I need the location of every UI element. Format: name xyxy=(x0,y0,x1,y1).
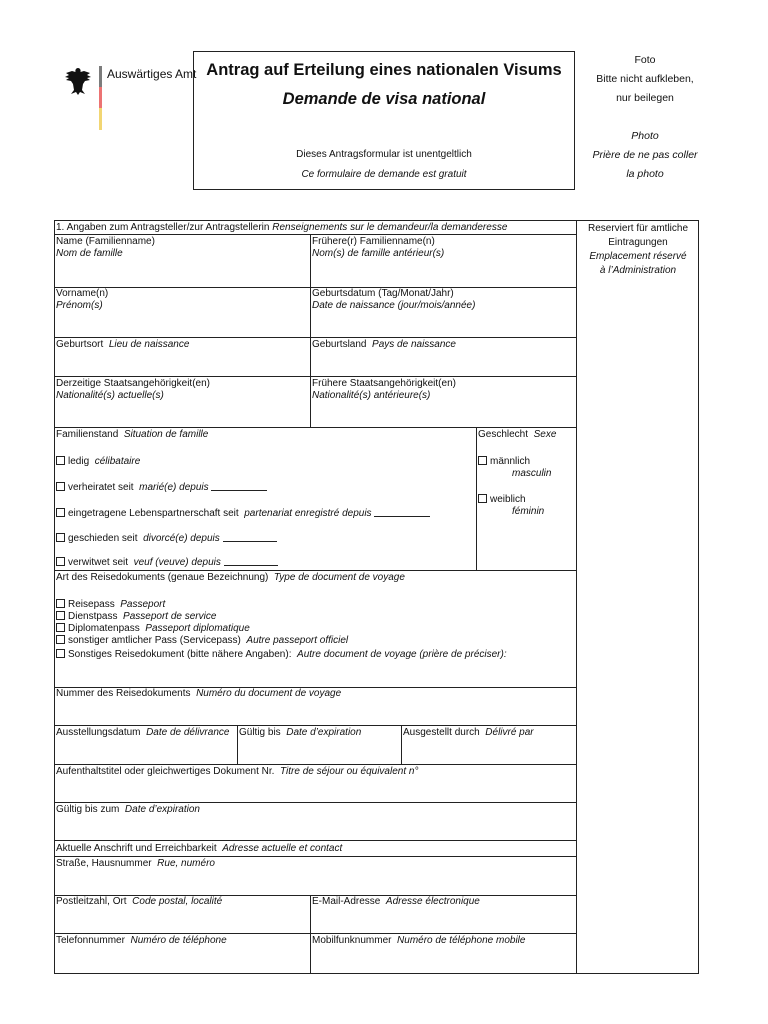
field-label-fr: Date d’expiration xyxy=(286,727,362,738)
field-label-fr: Date d’expiration xyxy=(124,804,200,815)
sex-heading xyxy=(478,429,556,441)
field-label-fr: Nationalité(s) antérieure(s) xyxy=(312,390,431,401)
field-label-fr: Délivré par xyxy=(485,727,534,738)
option-label-de: weiblich xyxy=(490,494,526,505)
option-label-fr: Passeport xyxy=(120,599,166,610)
option-label-de: geschieden seit xyxy=(68,533,138,544)
option-label-de: Dienstpass xyxy=(68,611,118,622)
field-label-de: Aufenthaltstitel oder gleichwertiges Dokument Nr. xyxy=(56,766,275,777)
field-label-de: Derzeitige Staatsangehörigkeit(en) xyxy=(56,378,210,389)
checkbox[interactable] xyxy=(56,508,65,517)
option-diplomatic-passport[interactable] xyxy=(56,623,250,635)
field-label-fr: Numéro de téléphone xyxy=(130,935,227,946)
field-label-fr: Nom de famille xyxy=(56,248,123,259)
field-postal-code[interactable] xyxy=(56,896,222,908)
row-divider xyxy=(54,856,576,857)
flag-stripe xyxy=(99,66,102,130)
field-country-of-birth[interactable] xyxy=(312,339,456,351)
option-other-document[interactable] xyxy=(56,649,507,661)
field-label-de: Postleitzahl, Ort xyxy=(56,896,127,907)
option-label-fr: Passeport diplomatique xyxy=(145,623,250,634)
section-heading xyxy=(56,222,507,234)
option-female[interactable] xyxy=(478,494,544,518)
address-heading xyxy=(56,843,342,855)
field-label-de: Nummer des Reisedokuments xyxy=(56,688,191,699)
free-note-fr: Ce formulaire de demande est gratuit xyxy=(301,169,467,180)
option-label-de: Diplomatenpass xyxy=(68,623,140,634)
option-single[interactable] xyxy=(56,456,140,468)
option-label-de: verheiratet seit xyxy=(68,482,134,493)
date-blank[interactable] xyxy=(374,507,430,517)
field-label-fr: Pays de naissance xyxy=(372,339,456,350)
field-label-fr: Adresse actuelle et contact xyxy=(222,843,343,854)
field-label-de: Geburtsort xyxy=(56,339,104,350)
row-divider xyxy=(54,764,576,765)
checkbox[interactable] xyxy=(56,482,65,491)
field-label-fr: Sexe xyxy=(533,429,557,440)
field-document-number[interactable] xyxy=(56,688,341,700)
field-label-de: Familienstand xyxy=(56,429,119,440)
option-married[interactable] xyxy=(56,481,267,494)
photo-text: Bitte nicht aufkleben, xyxy=(596,73,694,85)
photo-text: Prière de ne pas coller xyxy=(592,149,698,161)
field-label-fr: Numéro de téléphone mobile xyxy=(397,935,526,946)
date-blank[interactable] xyxy=(223,532,277,542)
field-label-fr: Rue, numéro xyxy=(157,858,215,869)
field-label-fr: Nom(s) de famille antérieur(s) xyxy=(312,248,445,259)
reserved-text: Reserviert für amtliche xyxy=(587,223,689,234)
field-valid-until[interactable] xyxy=(239,727,361,739)
option-official-passport[interactable] xyxy=(56,635,348,647)
travel-doc-type-heading xyxy=(56,572,405,584)
column-divider xyxy=(401,725,402,764)
row-divider xyxy=(54,570,576,571)
field-label-fr: Type de document de voyage xyxy=(273,572,405,583)
photo-text: Photo xyxy=(631,130,659,142)
field-label-de: Mobilfunknummer xyxy=(312,935,392,946)
title-box xyxy=(193,51,575,190)
field-date-of-birth[interactable] xyxy=(312,288,475,312)
option-passport[interactable] xyxy=(56,599,165,611)
eagle-emblem-icon xyxy=(64,66,92,96)
row-divider xyxy=(54,427,576,428)
option-label-de: männlich xyxy=(490,456,531,467)
option-label-de: sonstiger amtlicher Pass (Servicepass) xyxy=(68,635,241,646)
row-divider xyxy=(54,337,576,338)
field-label-fr: Code postal, localité xyxy=(132,896,223,907)
field-label-fr: Numéro du document de voyage xyxy=(196,688,342,699)
field-label-de: Ausstellungsdatum xyxy=(56,727,141,738)
checkbox[interactable] xyxy=(56,649,65,658)
option-widowed[interactable] xyxy=(56,556,278,569)
column-divider xyxy=(237,725,238,764)
reserved-text: à l’Administration xyxy=(599,265,677,276)
field-label-de: Straße, Hausnummer xyxy=(56,858,152,869)
field-label-de: Aktuelle Anschrift und Erreichbarkeit xyxy=(56,843,217,854)
field-issued-by[interactable] xyxy=(403,727,534,739)
field-email[interactable] xyxy=(312,896,480,908)
field-label-de: E-Mail-Adresse xyxy=(312,896,381,907)
field-label-de: Ausgestellt durch xyxy=(403,727,480,738)
checkbox[interactable] xyxy=(56,533,65,542)
agency-name: Auswärtiges Amt xyxy=(107,67,197,81)
option-label-de: verwitwet seit xyxy=(68,557,129,568)
field-label-fr: Situation de famille xyxy=(123,429,209,440)
row-divider xyxy=(54,840,576,841)
field-label-de: Gültig bis xyxy=(239,727,281,738)
option-label-fr: féminin xyxy=(512,506,545,517)
option-service-passport[interactable] xyxy=(56,611,216,623)
field-label-de: Vorname(n) xyxy=(56,288,109,299)
field-residence-valid-until[interactable] xyxy=(56,804,200,816)
field-label-de: Geschlecht xyxy=(478,429,529,440)
option-label-fr: divorcé(e) depuis xyxy=(143,533,220,544)
reserved-area xyxy=(580,222,696,278)
field-label-fr: Date de naissance (jour/mois/année) xyxy=(312,300,476,311)
field-label-fr: Adresse électronique xyxy=(385,896,480,907)
row-divider xyxy=(54,725,576,726)
column-divider xyxy=(476,427,477,570)
option-label-fr: célibataire xyxy=(94,456,141,467)
field-previous-nationality[interactable] xyxy=(312,378,456,402)
field-label-fr: Lieu de naissance xyxy=(108,339,190,350)
field-label-de: Telefonnummer xyxy=(56,935,125,946)
photo-text: Foto xyxy=(634,54,656,66)
field-label-de: Name (Familienname) xyxy=(56,236,155,247)
field-issue-date[interactable] xyxy=(56,727,229,739)
column-divider xyxy=(310,895,311,974)
checkbox[interactable] xyxy=(56,611,65,620)
field-surname[interactable] xyxy=(56,236,155,260)
field-mobile[interactable] xyxy=(312,935,525,947)
option-label-fr: partenariat enregistré depuis xyxy=(244,508,372,519)
option-label-de: Sonstiges Reisedokument (bitte nähere Angaben): xyxy=(68,649,292,660)
field-residence-permit[interactable] xyxy=(56,766,418,778)
reserved-text: Eintragungen xyxy=(608,237,668,248)
free-note-de: Dieses Antragsformular ist unentgeltlich xyxy=(296,149,472,160)
form-title-fr: Demande de visa national xyxy=(282,90,486,108)
checkbox[interactable] xyxy=(56,635,65,644)
field-label-de: Art des Reisedokuments (genaue Bezeichnung) xyxy=(56,572,269,583)
option-label-fr: marié(e) depuis xyxy=(139,482,209,493)
field-label-de: Gültig bis zum xyxy=(56,804,120,815)
option-label-fr: Autre passeport officiel xyxy=(246,635,349,646)
field-label-de: Geburtsdatum (Tag/Monat/Jahr) xyxy=(312,288,454,299)
option-label-fr: veuf (veuve) depuis xyxy=(133,557,221,568)
field-street[interactable] xyxy=(56,858,215,870)
option-divorced[interactable] xyxy=(56,532,277,545)
photo-text: la photo xyxy=(626,168,664,180)
checkbox[interactable] xyxy=(56,599,65,608)
field-label-fr: Prénom(s) xyxy=(56,300,103,311)
form-title-de: Antrag auf Erteilung eines nationalen Visums xyxy=(206,61,562,79)
option-label-de: ledig xyxy=(68,456,90,467)
field-first-name[interactable] xyxy=(56,288,108,312)
option-label-de: Reisepass xyxy=(68,599,115,610)
field-phone[interactable] xyxy=(56,935,227,947)
row-divider xyxy=(54,802,576,803)
date-blank[interactable] xyxy=(211,481,267,491)
checkbox[interactable] xyxy=(478,456,487,465)
marital-status-heading xyxy=(56,429,208,441)
option-male[interactable] xyxy=(478,456,551,480)
reserved-column-divider xyxy=(576,220,577,974)
checkbox[interactable] xyxy=(56,557,65,566)
photo-text: nur beilegen xyxy=(616,92,674,104)
row-divider xyxy=(54,234,576,235)
field-label-fr: Nationalité(s) actuelle(s) xyxy=(56,390,164,401)
field-place-of-birth[interactable] xyxy=(56,339,189,351)
field-previous-surname[interactable] xyxy=(312,236,444,260)
field-current-nationality[interactable] xyxy=(56,378,210,402)
checkbox[interactable] xyxy=(56,623,65,632)
option-label-fr: masculin xyxy=(512,468,552,479)
reserved-text: Emplacement réservé xyxy=(589,251,687,262)
column-divider xyxy=(310,234,311,427)
option-label-de: eingetragene Lebenspartnerschaft seit xyxy=(68,508,239,519)
section-heading-de: 1. Angaben zum Antragsteller/zur Antragstellerin xyxy=(56,222,270,233)
photo-instructions xyxy=(585,51,705,184)
option-registered-partnership[interactable] xyxy=(56,507,430,520)
row-divider xyxy=(54,376,576,377)
section-heading-fr: Renseignements sur le demandeur/la demanderesse xyxy=(272,222,508,233)
option-label-fr: Passeport de service xyxy=(123,611,217,622)
field-label-de: Frühere Staatsangehörigkeit(en) xyxy=(312,378,456,389)
checkbox[interactable] xyxy=(478,494,487,503)
checkbox[interactable] xyxy=(56,456,65,465)
option-label-fr: Autre document de voyage (prière de préciser): xyxy=(297,649,507,660)
field-label-de: Frühere(r) Familienname(n) xyxy=(312,236,435,247)
field-label-de: Geburtsland xyxy=(312,339,367,350)
row-divider xyxy=(54,933,576,934)
date-blank[interactable] xyxy=(224,556,278,566)
field-label-fr: Titre de séjour ou équivalent n° xyxy=(280,766,419,777)
field-label-fr: Date de délivrance xyxy=(146,727,230,738)
